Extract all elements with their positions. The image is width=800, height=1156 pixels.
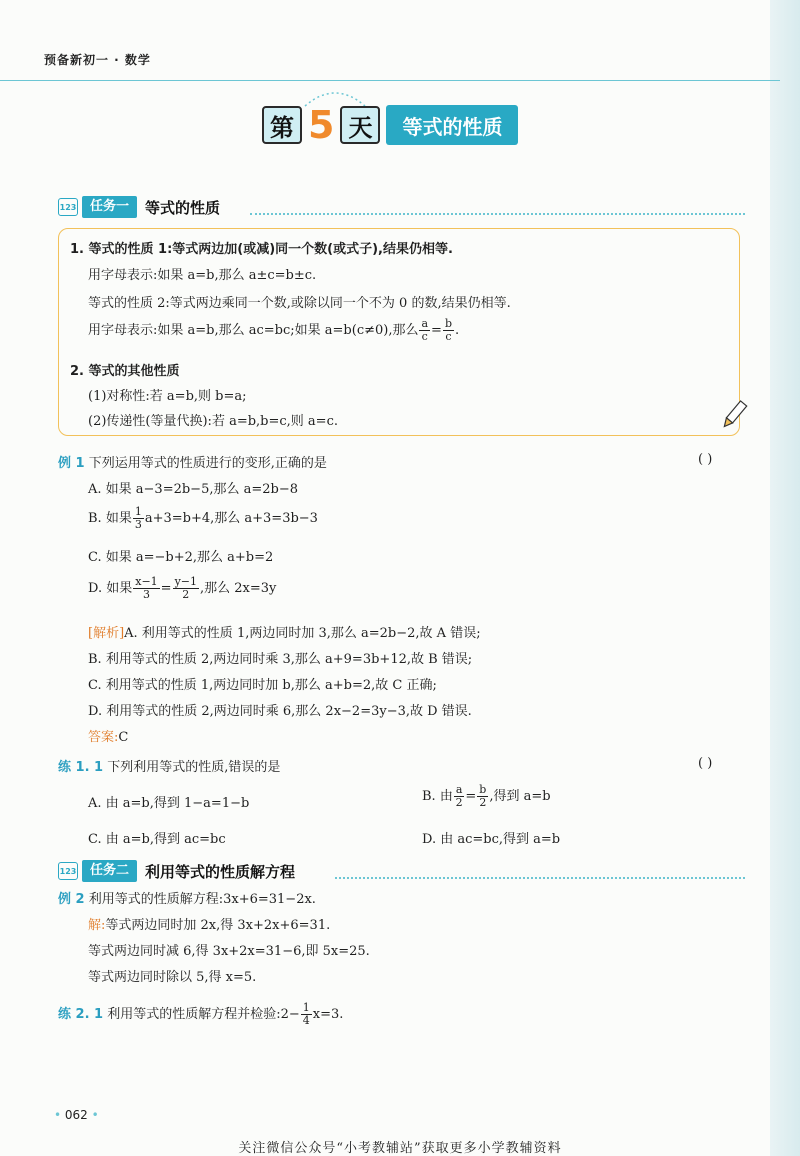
example2-stem: 例 2 利用等式的性质解方程:3x+6=31−2x. [58,892,316,907]
title-di: 第 [262,106,302,144]
footer-note: 关注微信公众号“小考教辅站”获取更多小学教辅资料 [238,1141,562,1156]
example1-analysis-d: D. 利用等式的性质 2,两边同时乘 6,那么 2x−2=3y−3,故 D 错误. [88,704,472,719]
task1-heading [58,196,220,218]
example2-step-2: 等式两边同时减 6,得 3x+2x=31−6,即 5x=25. [88,944,370,959]
example1-analysis-c: C. 利用等式的性质 1,两边同时加 b,那么 a+b=2,故 C 正确; [88,678,437,693]
header-rule [0,80,780,81]
box-line-7: (2)传递性(等量代换):若 a=b,b=c,则 a=c. [88,414,338,429]
example2-step-3: 等式两边同时除以 5,得 x=5. [88,970,257,985]
practice2-stem: 练 2. 1 利用等式的性质解方程并检验:2− $\frac{1}{4}$ x=3. [58,1001,344,1028]
box-line-1: 1. 等式的性质 1:等式两边加(或减)同一个数(或式子),结果仍相等. [70,242,453,257]
title-day-number: 5 [308,103,335,147]
box-line-3: 等式的性质 2:等式两边乘同一个数,或除以同一个不为 0 的数,结果仍相等. [88,296,511,311]
task2-badge-icon: 123 [58,862,78,880]
title-topic: 等式的性质 [386,105,518,145]
practice1-option-a: A. 由 a=b,得到 1−a=1−b [88,796,250,811]
title-tian: 天 [340,106,380,144]
example1-option-b: B. 如果 $\frac{1}{3}$ a+3=b+4,那么 a+3=3b−3 [88,505,318,532]
example1-analysis-a: [解析]A. 利用等式的性质 1,两边同时加 3,那么 a=2b−2,故 A 错误; [88,626,481,641]
box-line-6: (1)对称性:若 a=b,则 b=a; [88,389,247,404]
example2-step-1: 解:等式两边同时加 2x,得 3x+2x+6=31. [88,918,331,933]
example1-analysis-b: B. 利用等式的性质 2,两边同时乘 3,那么 a+9=3b+12,故 B 错误; [88,652,473,667]
box-line-4: 用字母表示:如果 a=b,那么 ac=bc;如果 a=b(c≠0),那么 $\frac{a}{c}$ = $\frac{b}{c}$ . [88,317,460,344]
lesson-title [262,102,518,148]
analysis-label: [解析] [88,626,125,641]
practice1-stem: 练 1. 1 下列利用等式的性质,错误的是 [58,760,281,775]
page-edge-band [770,0,800,1156]
page-number: • 062 • [54,1108,99,1122]
practice1-option-b: B. 由 $\frac{a}{2}$ = $\frac{b}{2}$ ,得到 a=b [422,783,551,810]
pencil-icon [720,398,748,432]
task1-dotted-rule [250,213,745,215]
task2-tag: 任务二 [82,860,137,882]
running-header: 预备新初一 · 数学 [44,53,151,67]
box-line-5: 2. 等式的其他性质 [70,364,180,379]
task2-title: 利用等式的性质解方程 [145,862,296,881]
task2-heading [58,860,295,882]
example1-option-a: A. 如果 a−3=2b−5,那么 a=2b−8 [88,482,299,497]
example1-stem: 例 1 下列运用等式的性质进行的变形,正确的是 [58,456,327,471]
box-line-2: 用字母表示:如果 a=b,那么 a±c=b±c. [88,268,317,283]
example1-answer-paren: ( ) [698,452,713,467]
example1-option-d: D. 如果 $\frac{x-1}{3}$ = $\frac{y-1}{2}$ ,那么 2x=3y [88,575,277,602]
task1-tag: 任务一 [82,196,137,218]
example1-answer: 答案:C [88,730,129,745]
task2-dotted-rule [335,877,745,879]
practice1-answer-paren: ( ) [698,756,713,771]
example1-option-c: C. 如果 a=−b+2,那么 a+b=2 [88,550,274,565]
practice1-option-d: D. 由 ac=bc,得到 a=b [422,832,561,847]
task1-title: 等式的性质 [145,198,221,217]
task1-badge-icon: 123 [58,198,78,216]
practice1-option-c: C. 由 a=b,得到 ac=bc [88,832,226,847]
